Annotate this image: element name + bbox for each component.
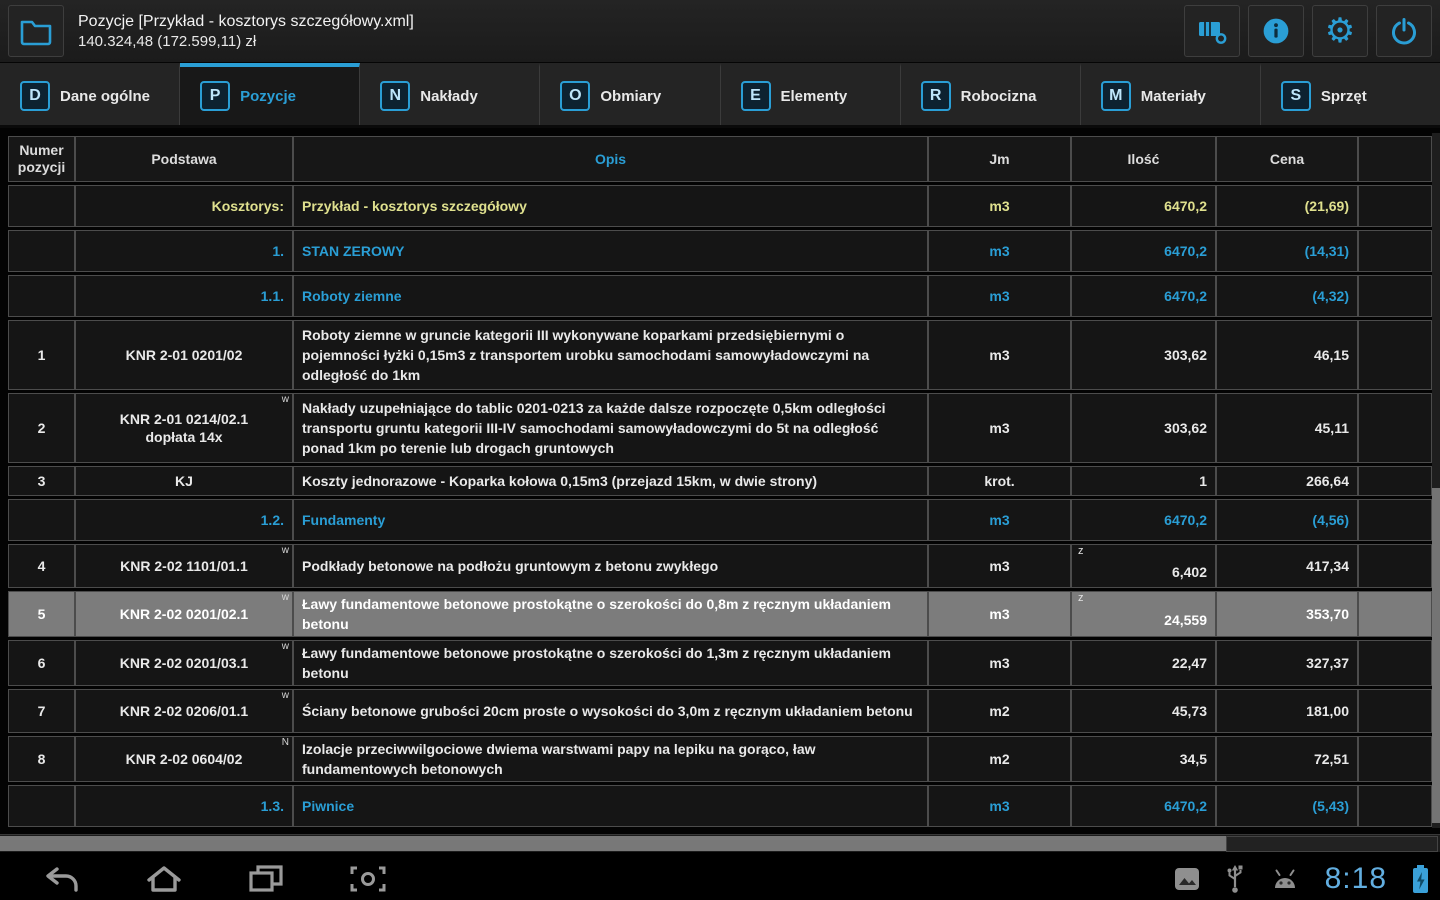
tab-letter-badge: R (921, 81, 951, 111)
settings-icon: ⚙ (1324, 12, 1356, 50)
cell-price: (4,56) (1216, 499, 1358, 541)
cell-description: Koszty jednorazowe - Koparka kołowa 0,15m3 (przejazd 15km, w dwie strony) (293, 466, 928, 496)
battery-icon (1411, 864, 1430, 894)
table-row-item-8[interactable] (8, 736, 1432, 782)
cell-quantity: 6470,2 (1071, 230, 1216, 272)
cell-basis: KNR 2-01 0201/02 (75, 320, 293, 390)
tab-bar (0, 63, 1440, 128)
column-header-price[interactable]: Cena (1216, 136, 1358, 182)
cell-extra (1358, 275, 1432, 317)
cell-unit: m3 (928, 640, 1071, 686)
tab-pozycje[interactable]: P Pozycje (180, 63, 360, 125)
cell-description: Roboty ziemne w gruncie kategorii III wykonywane koparkami przedsiębiernymi o pojemności łyżki 0,15m3 z transportem urobku samochodami samowyładowczymi na odległość do 1km (293, 320, 928, 390)
cell-basis: N KNR 2-02 0604/02 (75, 736, 293, 782)
power-icon (1390, 17, 1418, 45)
cell-basis: KJ (75, 466, 293, 496)
horizontal-scrollbar-thumb[interactable] (0, 836, 1226, 851)
cell-unit: m3 (928, 275, 1071, 317)
cell-basis: Kosztorys: (75, 185, 293, 227)
cell-position-number: 5 (8, 591, 75, 637)
cell-quantity: 303,62 (1071, 320, 1216, 390)
cell-extra (1358, 785, 1432, 827)
cell-extra (1358, 230, 1432, 272)
cell-extra (1358, 736, 1432, 782)
cell-description: Ławy fundamentowe betonowe prostokątne o szerokości do 1,3m z ręcznym układaniem betonu (293, 640, 928, 686)
cell-description: Izolacje przeciwwilgociowe dwiema warstwami papy na lepiku na gorąco, ław fundamentowych betonowych (293, 736, 928, 782)
horizontal-scrollbar-track (1226, 836, 1438, 852)
cell-unit: krot. (928, 466, 1071, 496)
column-header-quantity[interactable]: Ilość (1071, 136, 1216, 182)
home-icon (144, 863, 184, 895)
cell-quantity: 6470,2 (1071, 499, 1216, 541)
cell-extra (1358, 689, 1432, 733)
exit-button[interactable] (1376, 5, 1432, 57)
cell-position-number: 7 (8, 689, 75, 733)
cell-price: 45,11 (1216, 393, 1358, 463)
tab-materialy[interactable]: M Materiały (1081, 63, 1261, 125)
cell-unit: m3 (928, 320, 1071, 390)
cell-position-number (8, 275, 75, 317)
screenshot-button[interactable] (348, 864, 388, 894)
tab-letter-badge: S (1281, 81, 1311, 111)
basis-marker: w (281, 690, 289, 701)
table-row-kosztorys[interactable] (8, 185, 1432, 227)
cell-extra (1358, 499, 1432, 541)
title-block (78, 12, 1176, 51)
cell-unit: m3 (928, 499, 1071, 541)
column-header-unit[interactable]: Jm (928, 136, 1071, 182)
cell-unit: m3 (928, 785, 1071, 827)
column-header-number[interactable]: Numer pozycji (8, 136, 75, 182)
cell-price: (4,32) (1216, 275, 1358, 317)
positions-table (8, 133, 1432, 830)
cell-price: (21,69) (1216, 185, 1358, 227)
cell-quantity: 1 (1071, 466, 1216, 496)
table-row-item-5-selected[interactable] (8, 591, 1432, 637)
top-action-bar (0, 0, 1440, 63)
nav-buttons (42, 863, 388, 895)
cell-description: Ławy fundamentowe betonowe prostokątne o szerokości do 0,8m z ręcznym układaniem betonu (293, 591, 928, 637)
cell-position-number: 3 (8, 466, 75, 496)
tab-letter-badge: P (200, 81, 230, 111)
recent-apps-button[interactable] (246, 863, 286, 895)
cell-unit: m3 (928, 185, 1071, 227)
basis-marker: w (281, 641, 289, 652)
tab-letter-badge: O (560, 81, 590, 111)
basis-marker: w (281, 394, 289, 405)
folder-icon (19, 16, 53, 46)
cell-quantity: z 24,559 (1071, 591, 1216, 637)
open-file-button[interactable] (8, 5, 64, 57)
cell-description: Nakłady uzupełniające do tablic 0201-0213 za każde dalsze rozpoczęte 0,5km odległości transportu gruntu kategorii III-IV samochodami samowyładowczymi do 5t na odległość ponad 1km po terenie lub drogach gruntowych (293, 393, 928, 463)
cell-position-number (8, 499, 75, 541)
tab-robocizna[interactable]: R Robocizna (901, 63, 1081, 125)
android-nav-bar (0, 852, 1440, 900)
column-header-extra (1358, 136, 1432, 182)
cell-price: 72,51 (1216, 736, 1358, 782)
table-row-item-7[interactable] (8, 689, 1432, 733)
cell-description: Przykład - kosztorys szczegółowy (293, 185, 928, 227)
column-header-basis[interactable]: Podstawa (75, 136, 293, 182)
tab-letter-badge: M (1101, 81, 1131, 111)
table-row-item-2[interactable] (8, 393, 1432, 463)
table-row-section-1-1[interactable] (8, 275, 1432, 317)
cell-position-number: 2 (8, 393, 75, 463)
cell-unit: m2 (928, 689, 1071, 733)
quantity-marker: z (1078, 545, 1084, 557)
catalog-icon (1197, 17, 1227, 45)
usb-icon (1225, 863, 1245, 895)
cell-description: Piwnice (293, 785, 928, 827)
estimate-total: 140.324,48 (172.599,11) zł (78, 32, 257, 50)
tab-naklady[interactable]: N Nakłady (360, 63, 540, 125)
recent-apps-icon (246, 863, 286, 895)
cell-basis: w KNR 2-02 0201/02.1 (75, 591, 293, 637)
cell-quantity: 6470,2 (1071, 275, 1216, 317)
cell-price: 181,00 (1216, 689, 1358, 733)
cell-quantity: 34,5 (1071, 736, 1216, 782)
cell-position-number: 6 (8, 640, 75, 686)
cell-price: (5,43) (1216, 785, 1358, 827)
cell-extra (1358, 320, 1432, 390)
basis-marker: N (281, 737, 289, 748)
cell-extra (1358, 393, 1432, 463)
cell-extra (1358, 544, 1432, 588)
info-button[interactable] (1248, 5, 1304, 57)
table-row-item-1[interactable] (8, 320, 1432, 390)
cell-unit: m3 (928, 393, 1071, 463)
back-button[interactable] (42, 864, 82, 894)
catalogs-button[interactable] (1184, 5, 1240, 57)
settings-button[interactable] (1312, 5, 1368, 57)
cell-extra (1358, 466, 1432, 496)
cell-description: Roboty ziemne (293, 275, 928, 317)
home-button[interactable] (144, 863, 184, 895)
page-title: Pozycje [Przykład - kosztorys szczegółowy.xml] (78, 12, 414, 30)
vertical-scrollbar[interactable] (1432, 133, 1440, 828)
cell-position-number: 8 (8, 736, 75, 782)
cell-price: 266,64 (1216, 466, 1358, 496)
table-row-item-6[interactable] (8, 640, 1432, 686)
table-row-item-4[interactable] (8, 544, 1432, 588)
table-row-section-1-3[interactable] (8, 785, 1432, 827)
cell-extra (1358, 185, 1432, 227)
table-row-item-3[interactable] (8, 466, 1432, 496)
tab-sprzet[interactable]: S Sprzęt (1261, 63, 1440, 125)
tab-elementy[interactable]: E Elementy (721, 63, 901, 125)
basis-marker: w (281, 592, 289, 603)
cell-quantity: 6470,2 (1071, 185, 1216, 227)
image-notification-icon (1173, 866, 1201, 892)
cell-price: (14,31) (1216, 230, 1358, 272)
cell-price: 417,34 (1216, 544, 1358, 588)
cell-extra (1358, 640, 1432, 686)
cell-position-number (8, 785, 75, 827)
tab-obmiary[interactable]: O Obmiary (540, 63, 720, 125)
cell-extra (1358, 591, 1432, 637)
toolbar-actions (1176, 5, 1432, 57)
clock: 8:18 (1324, 862, 1387, 895)
cell-unit: m2 (928, 736, 1071, 782)
basis-marker: w (281, 545, 289, 556)
cell-basis: 1. (75, 230, 293, 272)
tab-letter-badge: N (380, 81, 410, 111)
table-header-row (8, 136, 1432, 182)
column-header-description[interactable]: Opis (293, 136, 928, 182)
info-icon (1262, 17, 1290, 45)
cell-position-number: 1 (8, 320, 75, 390)
cell-unit: m3 (928, 230, 1071, 272)
cell-basis: w KNR 2-01 0214/02.1 dopłata 14x (75, 393, 293, 463)
cell-price: 46,15 (1216, 320, 1358, 390)
cell-quantity: 22,47 (1071, 640, 1216, 686)
positions-table-area (0, 128, 1440, 834)
cell-basis: w KNR 2-02 0201/03.1 (75, 640, 293, 686)
cell-quantity: 45,73 (1071, 689, 1216, 733)
quantity-marker: z (1078, 592, 1084, 604)
cell-quantity: z 6,402 (1071, 544, 1216, 588)
horizontal-scrollbar[interactable] (0, 834, 1440, 852)
tab-letter-badge: E (741, 81, 771, 111)
cell-position-number (8, 185, 75, 227)
cell-basis: w KNR 2-02 0206/01.1 (75, 689, 293, 733)
cell-basis: 1.1. (75, 275, 293, 317)
vertical-scrollbar-thumb[interactable] (1432, 488, 1440, 823)
tab-dane-ogolne[interactable]: D Dane ogólne (0, 63, 180, 125)
cell-price: 327,37 (1216, 640, 1358, 686)
cell-basis: 1.2. (75, 499, 293, 541)
table-row-section-1[interactable] (8, 230, 1432, 272)
status-tray[interactable] (1173, 863, 1430, 895)
cell-quantity: 303,62 (1071, 393, 1216, 463)
cell-unit: m3 (928, 591, 1071, 637)
cell-description: STAN ZEROWY (293, 230, 928, 272)
cell-basis: 1.3. (75, 785, 293, 827)
cell-price: 353,70 (1216, 591, 1358, 637)
cell-basis: w KNR 2-02 1101/01.1 (75, 544, 293, 588)
cell-description: Fundamenty (293, 499, 928, 541)
cell-position-number (8, 230, 75, 272)
cell-unit: m3 (928, 544, 1071, 588)
cell-description: Podkłady betonowe na podłożu gruntowym z betonu zwykłego (293, 544, 928, 588)
android-debug-icon (1269, 868, 1301, 890)
cell-quantity: 6470,2 (1071, 785, 1216, 827)
cell-position-number: 4 (8, 544, 75, 588)
cell-description: Ściany betonowe grubości 20cm proste o wysokości do 3,0m z ręcznym układaniem betonu (293, 689, 928, 733)
back-icon (42, 864, 82, 894)
screenshot-icon (348, 864, 388, 894)
tab-letter-badge: D (20, 81, 50, 111)
table-row-section-1-2[interactable] (8, 499, 1432, 541)
